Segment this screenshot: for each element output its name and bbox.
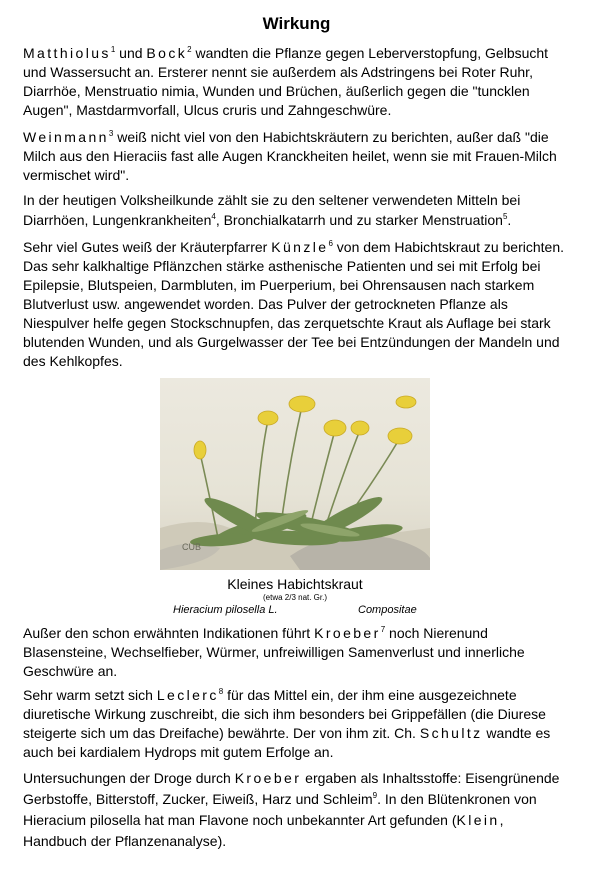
text-run: , Handbuch der Pflanzenanalyse). [23, 812, 504, 849]
text-run: Außer den schon erwähnten Indikationen führt [23, 625, 315, 641]
text-run: und [115, 45, 147, 61]
author-name: Bock [146, 45, 188, 61]
author-name: Kroeber [234, 770, 302, 786]
artist-signature: CUB [182, 542, 202, 552]
text-run: Sehr viel Gutes weiß der Kräuterpfarrer [23, 239, 272, 255]
text-run: weiß nicht viel von den Habichtskräutern zu berichten, außer daß "die Milch aus den Hieraciis fast alle Augen Kranckheiten heilet, wenn sie mit Frauen-Milch vermischet wird". [23, 129, 557, 183]
paragraph-untersuchungen [23, 768, 568, 852]
author-name: Leclerc [156, 687, 219, 703]
text-run: ergaben als Inhaltsstoffe: Eisengrünende Gerbstoffe, Bitterstoff, Zucker, Eiweiß, Harz und Schleim [23, 770, 560, 807]
paragraph-kroeber [23, 624, 568, 681]
text-run: wandten die Pflanze gegen Leberverstopfung, Gelbsucht und Wassersucht an. Ersterer nennt sie außerdem als Adstringens bei Roter Ruhr, Diarrhöe, Menstruatio nimia, Wunden und Brüchen, äußerlich gegen die "tuncklen Augen", Mastdarmvorfall, Ulcus cruris und Zahngeschwüre. [23, 45, 549, 118]
footnote-ref[interactable]: 6 [328, 239, 333, 248]
paragraph-volksheilkunde [23, 190, 568, 230]
footnote-ref[interactable]: 1 [110, 45, 116, 54]
text-run: Untersuchungen der Droge durch [23, 770, 235, 786]
paragraph-weinmann [23, 128, 568, 185]
author-name: Weinmann [23, 129, 109, 145]
text-run: für das Mittel ein, der ihm eine ausgezeichnete diuretische Wirkung zuschreibt, die sich ihm besonders bei Grippefällen (die Diurese steigerte sich um das Dreifache) bewährte. Der von ihm zit. Ch. [23, 687, 546, 741]
author-name: Schultz [419, 725, 483, 741]
footnote-ref[interactable]: 8 [218, 687, 224, 696]
text-run: von dem Habichtskraut zu berichten. Das sehr kalkhaltige Pflänzchen stärke asthenische Patienten und sei mit Erfolg bei Epilepsie, Blutspeien, Darmbluten, im Puerperium, bei Ohrensausen nach starkem Blutverlust usw. angewendet worden. Das Pulver der getrockneten Pflanze als Niespulver helfe gegen Stockschnupfen, das zerquetschte Kraut als Auflage bei stark blutenden Wunden, und als Gurgelwasser der Tee bei Entzündungen der Mandeln und des Kehlkopfes. [23, 239, 565, 369]
paragraph-matthiolus [23, 44, 568, 120]
text-run: noch Nierenund Blasensteine, Wechselfieber, Würmer, unfreiwilligen Samenverlust und innerliche Geschwüre an. [23, 625, 525, 679]
text-run: In der heutigen Volksheilkunde zählt sie zu den seltener verwendeten Mitteln bei Diarrhöen, Lungenkrankheiten [23, 192, 521, 228]
author-name: Kroeber [314, 625, 381, 641]
text-run: Sehr warm setzt sich [23, 687, 157, 703]
figure-scale-note: (etwa 2/3 nat. Gr.) [262, 593, 328, 602]
text-run: wandte es auch bei kardialem Hydrops mit gutem Erfolge an. [23, 725, 551, 760]
footnote-ref[interactable]: 2 [187, 45, 192, 54]
footnote-ref[interactable]: 3 [108, 129, 114, 138]
section-title: Wirkung [262, 14, 331, 33]
text-run: , Bronchialkatarrh und zu starker Menstruation [215, 212, 503, 228]
author-name: Matthiolus [23, 45, 111, 61]
text-run: . In den Blütenkronen von Hieracium pilosella hat man Flavone noch unbekannter Art gefunden ( [23, 791, 537, 828]
author-name: Künzle [271, 239, 329, 255]
figure-caption: Kleines Habichtskraut [227, 576, 363, 592]
flower-heads [194, 396, 416, 459]
hawkweed-drawing [160, 378, 430, 570]
footnote-ref[interactable]: 9 [372, 791, 378, 800]
plant-illustration [160, 378, 430, 570]
author-name: Klein [456, 812, 500, 828]
paragraph-leclerc [23, 686, 568, 762]
species-name: Hieracium pilosella L. [173, 604, 278, 616]
family-name: Compositae [358, 604, 417, 616]
footnote-ref[interactable]: 4 [211, 212, 216, 221]
text-run: . [507, 212, 512, 228]
footnote-ref[interactable]: 5 [502, 212, 508, 221]
footnote-ref[interactable]: 7 [380, 625, 386, 634]
paragraph-kuenzle [23, 238, 568, 371]
